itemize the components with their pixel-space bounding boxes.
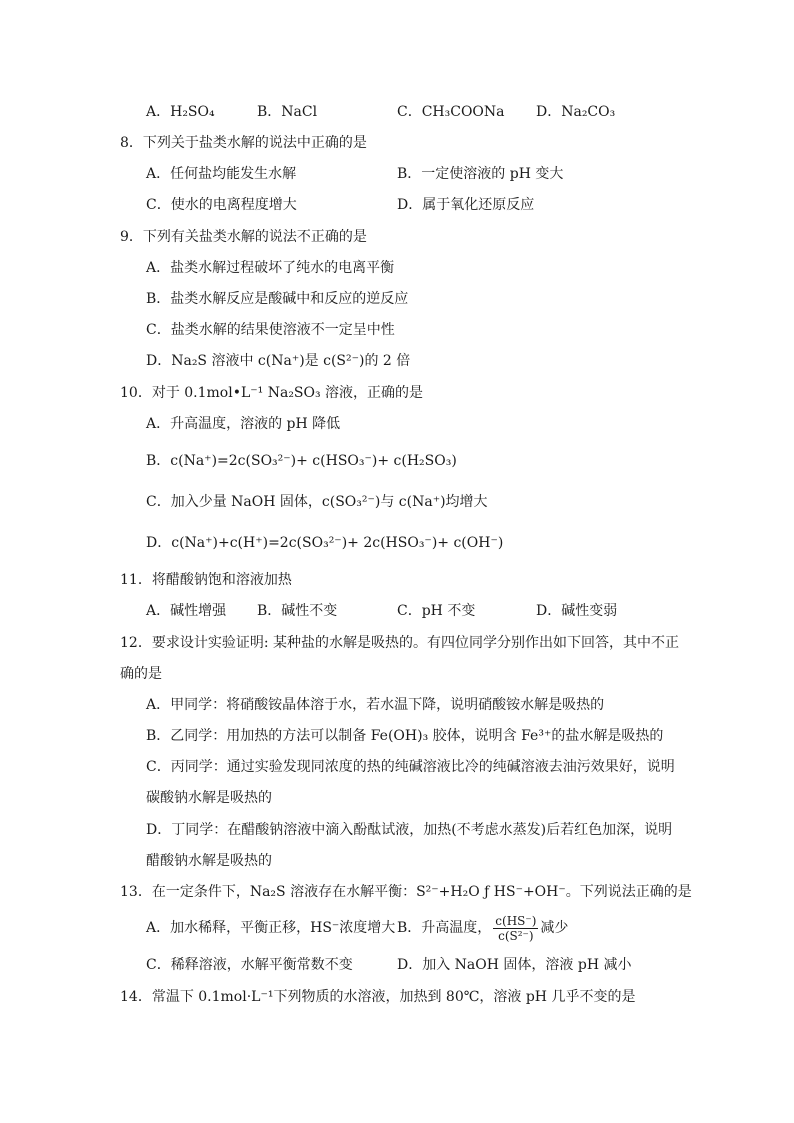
q12-option-d-line1: D．丁同学：在醋酸钠溶液中滴入酚酞试液，加热(不考虑水蒸发)后若红色加深，说明 xyxy=(146,822,673,838)
q13-stem: 13．在一定条件下，Na₂S 溶液存在水解平衡：S²⁻+H₂O ƒ HS⁻+OH⁻。下列说法正确的是 xyxy=(120,884,692,900)
q13-option-a: A．加水稀释，平衡正移，HS⁻浓度增大 xyxy=(146,920,396,936)
q10-option-c: C．加入少量 NaOH 固体，c(SO₃²⁻)与 c(Na⁺)均增大 xyxy=(146,494,488,510)
q13-option-b xyxy=(397,909,568,947)
q12-option-a: A．甲同学：将硝酸铵晶体溶于水，若水温下降，说明硝酸铵水解是吸热的 xyxy=(146,697,605,713)
q8-option-c: C．使水的电离程度增大 xyxy=(146,197,297,213)
q12-stem-line1: 12．要求设计实验证明: 某种盐的水解是吸热的。有四位同学分别作出如下回答，其中不正 xyxy=(120,635,679,651)
fraction-denominator: c(S²⁻) xyxy=(498,928,534,943)
q9-option-b: B．盐类水解反应是酸碱中和反应的逆反应 xyxy=(146,291,409,307)
q13-option-d: D．加入 NaOH 固体，溶液 pH 减小 xyxy=(397,957,632,973)
q14-stem: 14．常温下 0.1mol·L⁻¹下列物质的水溶液，加热到 80℃，溶液 pH 几乎不变的是 xyxy=(120,989,636,1005)
q9-option-d: D．Na₂S 溶液中 c(Na⁺)是 c(S²⁻)的 2 倍 xyxy=(146,353,411,369)
q12-option-c-line1: C．丙同学：通过实验发现同浓度的热的纯碱溶液比冷的纯碱溶液去油污效果好，说明 xyxy=(146,759,675,775)
q9-stem: 9．下列有关盐类水解的说法不正确的是 xyxy=(120,229,367,245)
q9-option-c: C．盐类水解的结果使溶液不一定呈中性 xyxy=(146,322,395,338)
q11-option-d: D．碱性变弱 xyxy=(536,603,618,619)
q8-option-a: A．任何盐均能发生水解 xyxy=(146,166,297,182)
q7-option-d: D．Na₂CO₃ xyxy=(536,104,616,120)
q12-option-d-line2: 醋酸钠水解是吸热的 xyxy=(146,853,272,869)
q13-option-c: C．稀释溶液，水解平衡常数不变 xyxy=(146,957,353,973)
q12-option-c-line2: 碳酸钠水解是吸热的 xyxy=(146,790,272,806)
q9-option-a: A．盐类水解过程破坏了纯水的电离平衡 xyxy=(146,260,395,276)
q12-option-b: B．乙同学：用加热的方法可以制备 Fe(OH)₃ 胶体，说明含 Fe³⁺的盐水解是吸热的 xyxy=(146,728,664,744)
q10-option-b: B．c(Na⁺)=2c(SO₃²⁻)+ c(HSO₃⁻)+ c(H₂SO₃) xyxy=(146,453,457,469)
q8-option-d: D．属于氧化还原反应 xyxy=(397,197,535,213)
q12-stem-line2: 确的是 xyxy=(120,666,162,682)
fraction-numerator: c(HS⁻) xyxy=(495,913,537,928)
q10-stem: 10．对于 0.1mol•L⁻¹ Na₂SO₃ 溶液，正确的是 xyxy=(120,385,424,401)
q8-stem: 8．下列关于盐类水解的说法中正确的是 xyxy=(120,135,367,151)
q7-option-b: B．NaCl xyxy=(257,104,318,120)
q11-option-a: A．碱性增强 xyxy=(146,603,227,619)
q13-option-b-prefix: B．升高温度， xyxy=(397,920,492,936)
q10-option-d: D．c(Na⁺)+c(H⁺)=2c(SO₃²⁻)+ 2c(HSO₃⁻)+ c(OH⁻) xyxy=(146,535,504,551)
q11-stem: 11．将醋酸钠饱和溶液加热 xyxy=(120,572,292,588)
q10-option-a: A．升高温度，溶液的 pH 降低 xyxy=(146,416,341,432)
q13-option-b-suffix: 减少 xyxy=(540,920,569,936)
q13-option-b-fraction xyxy=(493,914,538,943)
q7-option-a: A．H₂SO₄ xyxy=(146,104,215,120)
q11-option-c: C．pH 不变 xyxy=(397,603,476,619)
q7-option-c: C．CH₃COONa xyxy=(397,104,505,120)
q8-option-b: B．一定使溶液的 pH 变大 xyxy=(397,166,564,182)
q11-option-b: B．碱性不变 xyxy=(257,603,338,619)
